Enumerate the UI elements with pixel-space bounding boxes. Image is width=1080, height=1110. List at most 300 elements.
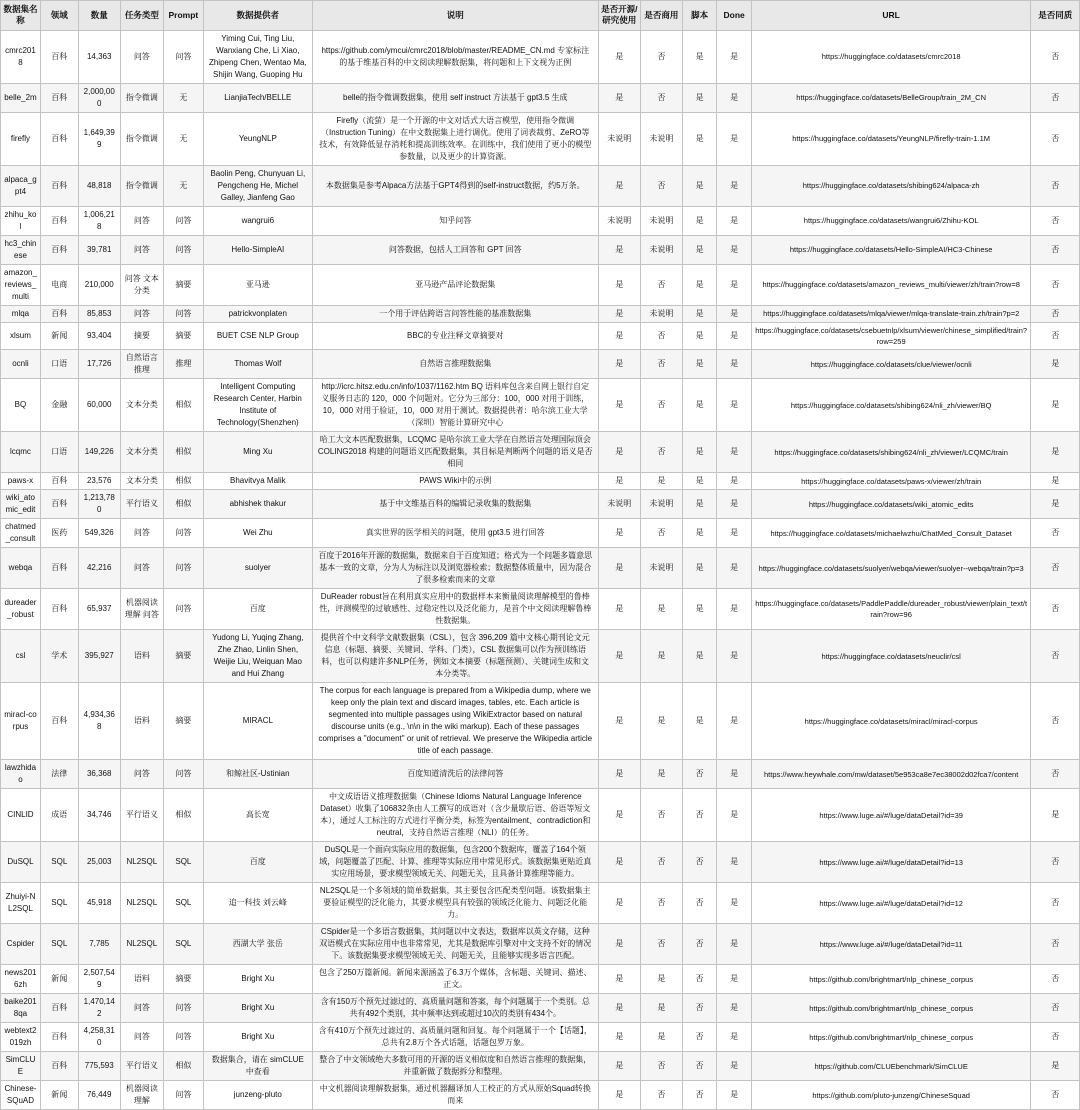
table-row (1, 842, 1080, 883)
count-cell: 39,781 (78, 235, 120, 264)
prompt-cell: 问答 (163, 760, 203, 789)
open-source-cell: 是 (598, 379, 640, 432)
prompt-cell: SQL (163, 924, 203, 965)
prompt-cell: 问答 (163, 235, 203, 264)
task-type-cell: 机器阅读理解 (120, 1081, 163, 1110)
column-header-commercial: 是否商用 (640, 1, 682, 31)
homogeneous-cell: 否 (1031, 165, 1080, 206)
description-cell: 含有150万个预先过滤过的、高质量问题和答案，每个问题属于一个类别。总共有492个类别，其中频率达到或超过10次的类别有434个。 (312, 994, 598, 1023)
done-cell: 是 (717, 235, 752, 264)
script-cell: 否 (682, 760, 717, 789)
count-cell: 2,000,000 (78, 83, 120, 112)
domain-cell: 新闻 (40, 322, 78, 350)
script-cell: 是 (682, 683, 717, 760)
provider-cell: BUET CSE NLP Group (203, 322, 312, 350)
url-cell: https://huggingface.co/datasets/shibing624/alpaca-zh (751, 165, 1030, 206)
table-row (1, 548, 1080, 589)
homogeneous-cell: 否 (1031, 965, 1080, 994)
commercial-cell: 否 (640, 883, 682, 924)
done-cell: 是 (717, 760, 752, 789)
open-source-cell: 是 (598, 630, 640, 683)
commercial-cell: 否 (640, 379, 682, 432)
commercial-cell: 否 (640, 165, 682, 206)
dataset-name-cell: lawzhidao (1, 760, 41, 789)
domain-cell: 口语 (40, 432, 78, 473)
script-cell: 是 (682, 589, 717, 630)
description-cell: Firefly（流萤）是一个开源的中文对话式大语言模型，使用指令微调（Instruction Tuning）在中文数据集上进行调优。使用了词表裁剪、ZeRO等技术，有效降低显存消耗和提高训练效率。在训练中，我们使用了更小的模型参数量，以及更少的计算资源。 (312, 112, 598, 165)
domain-cell: 百科 (40, 683, 78, 760)
provider-cell: Baolin Peng, Chunyuan Li, Pengcheng He, Michel Galley, Jianfeng Gao (203, 165, 312, 206)
commercial-cell: 否 (640, 350, 682, 379)
url-cell: https://www.luge.ai/#/luge/dataDetail?id=39 (751, 789, 1030, 842)
done-cell: 是 (717, 473, 752, 490)
table-row (1, 30, 1080, 83)
description-cell: 中文成语语义推理数据集（Chinese Idioms Natural Language Inference Dataset）收集了106832条由人工撰写的成语对（含少量歇后语、俗语等短文本），通过人工标注的方式进行平衡分类，标签为entailment、contradiction和neutral，支持自然语言推理（NLI）的任务。 (312, 789, 598, 842)
homogeneous-cell: 否 (1031, 235, 1080, 264)
table-row (1, 379, 1080, 432)
commercial-cell: 否 (640, 30, 682, 83)
column-header-domain: 领域 (40, 1, 78, 31)
done-cell: 是 (717, 965, 752, 994)
dataset-name-cell: dureader_robust (1, 589, 41, 630)
description-cell: DuReader robust旨在利用真实应用中的数据样本来衡量阅读理解模型的鲁棒性，评测模型的过敏感性、过稳定性以及泛化能力，是首个中文阅读理解鲁棒性数据集。 (312, 589, 598, 630)
done-cell: 是 (717, 490, 752, 519)
description-cell: http://icrc.hitsz.edu.cn/info/1037/1162.htm BQ 语料库包含来自网上银行自定义服务日志的 120，000 个问题对。它分为三部分：100，000 对用于训练，10，000 对用于验证，10，000 对用于测试。数据提供者：哈尔滨工业大学（深圳）智能计算研究中心 (312, 379, 598, 432)
count-cell: 4,934,368 (78, 683, 120, 760)
prompt-cell: 相似 (163, 1052, 203, 1081)
table-row (1, 965, 1080, 994)
url-cell: https://huggingface.co/datasets/wiki_atomic_edits (751, 490, 1030, 519)
done-cell: 是 (717, 83, 752, 112)
table-body (1, 30, 1080, 1110)
open-source-cell: 是 (598, 965, 640, 994)
url-cell: https://huggingface.co/datasets/PaddlePaddle/dureader_robust/viewer/plain_text/train?row=96 (751, 589, 1030, 630)
done-cell: 是 (717, 432, 752, 473)
prompt-cell: 问答 (163, 206, 203, 235)
provider-cell: LianjiaTech/BELLE (203, 83, 312, 112)
provider-cell: Intelligent Computing Research Center, Harbin Institute of Technology(Shenzhen) (203, 379, 312, 432)
column-header-prompt: Prompt (163, 1, 203, 31)
count-cell: 549,326 (78, 519, 120, 548)
table-header (1, 1, 1080, 31)
open-source-cell: 未说明 (598, 112, 640, 165)
dataset-name-cell: mlqa (1, 305, 41, 322)
task-type-cell: 问答 (120, 305, 163, 322)
commercial-cell: 否 (640, 1052, 682, 1081)
description-cell: PAWS Wiki中的示例 (312, 473, 598, 490)
prompt-cell: SQL (163, 842, 203, 883)
script-cell: 是 (682, 322, 717, 350)
description-cell: 自然语言推理数据集 (312, 350, 598, 379)
task-type-cell: 文本分类 (120, 473, 163, 490)
done-cell: 是 (717, 1052, 752, 1081)
url-cell: https://huggingface.co/datasets/miracl/miracl-corpus (751, 683, 1030, 760)
script-cell: 是 (682, 83, 717, 112)
table-row (1, 206, 1080, 235)
count-cell: 65,937 (78, 589, 120, 630)
table-row (1, 165, 1080, 206)
url-cell: https://github.com/CLUEbenchmark/SimCLUE (751, 1052, 1030, 1081)
provider-cell: Yiming Cui, Ting Liu, Wanxiang Che, Li Xiao, Zhipeng Chen, Wentao Ma, Shijin Wang, Guoping Hu (203, 30, 312, 83)
provider-cell: Bright Xu (203, 965, 312, 994)
dataset-name-cell: alpaca_gpt4 (1, 165, 41, 206)
dataset-name-cell: belle_2m (1, 83, 41, 112)
table-row (1, 683, 1080, 760)
done-cell: 是 (717, 994, 752, 1023)
open-source-cell: 是 (598, 994, 640, 1023)
script-cell: 是 (682, 519, 717, 548)
homogeneous-cell: 否 (1031, 206, 1080, 235)
homogeneous-cell: 否 (1031, 30, 1080, 83)
open-source-cell: 是 (598, 83, 640, 112)
description-cell: NL2SQL是一个多领域的简单数据集，其主要包含匹配类型问题。该数据集主要验证模型的泛化能力，其要求模型具有较强的领域泛化能力、问题泛化能力。 (312, 883, 598, 924)
open-source-cell: 是 (598, 883, 640, 924)
table-row (1, 883, 1080, 924)
task-type-cell: 问答 (120, 1023, 163, 1052)
count-cell: 34,746 (78, 789, 120, 842)
provider-cell: Wei Zhu (203, 519, 312, 548)
domain-cell: 百科 (40, 994, 78, 1023)
dataset-name-cell: paws-x (1, 473, 41, 490)
url-cell: https://www.heywhale.com/mw/dataset/5e953ca8e7ec38002d02fca7/content (751, 760, 1030, 789)
homogeneous-cell: 否 (1031, 630, 1080, 683)
dataset-name-cell: Cspider (1, 924, 41, 965)
open-source-cell: 是 (598, 683, 640, 760)
domain-cell: 百科 (40, 1023, 78, 1052)
done-cell: 是 (717, 305, 752, 322)
table-row (1, 519, 1080, 548)
task-type-cell: 指令微调 (120, 83, 163, 112)
domain-cell: 法律 (40, 760, 78, 789)
open-source-cell: 是 (598, 235, 640, 264)
homogeneous-cell: 否 (1031, 842, 1080, 883)
description-cell: The corpus for each language is prepared from a Wikipedia dump, where we keep only the plain text and discard images, tables, etc. Each article is segmented into multiple passages using WikiExtractor based on natural discourse units (e.g., \n\n in the wiki markup). Each of these passages comprises a "document" or unit of retrieval. We preserve the Wikipedia article title of each passage. (312, 683, 598, 760)
homogeneous-cell: 否 (1031, 519, 1080, 548)
description-cell: BBC的专业注释文章摘要对 (312, 322, 598, 350)
count-cell: 85,853 (78, 305, 120, 322)
description-cell: 问答数据，包括人工回答和 GPT 回答 (312, 235, 598, 264)
commercial-cell: 是 (640, 683, 682, 760)
dataset-name-cell: CINLID (1, 789, 41, 842)
open-source-cell: 是 (598, 432, 640, 473)
task-type-cell: 自然语言推理 (120, 350, 163, 379)
homogeneous-cell: 否 (1031, 305, 1080, 322)
commercial-cell: 否 (640, 842, 682, 883)
url-cell: https://huggingface.co/datasets/clue/viewer/ocnli (751, 350, 1030, 379)
open-source-cell: 是 (598, 1023, 640, 1052)
script-cell: 是 (682, 206, 717, 235)
commercial-cell: 未说明 (640, 235, 682, 264)
count-cell: 149,226 (78, 432, 120, 473)
commercial-cell: 是 (640, 630, 682, 683)
url-cell: https://huggingface.co/datasets/paws-x/viewer/zh/train (751, 473, 1030, 490)
script-cell: 是 (682, 490, 717, 519)
prompt-cell: 相似 (163, 379, 203, 432)
provider-cell: MIRACL (203, 683, 312, 760)
script-cell: 是 (682, 630, 717, 683)
provider-cell: suolyer (203, 548, 312, 589)
script-cell: 是 (682, 379, 717, 432)
column-header-open-source: 是否开源/研究使用 (598, 1, 640, 31)
count-cell: 17,726 (78, 350, 120, 379)
description-cell: 亚马逊产品评论数据集 (312, 264, 598, 305)
task-type-cell: 问答 (120, 206, 163, 235)
done-cell: 是 (717, 112, 752, 165)
script-cell: 是 (682, 264, 717, 305)
dataset-name-cell: csl (1, 630, 41, 683)
prompt-cell: 问答 (163, 994, 203, 1023)
task-type-cell: 平行语义 (120, 490, 163, 519)
homogeneous-cell: 否 (1031, 994, 1080, 1023)
count-cell: 48,818 (78, 165, 120, 206)
provider-cell: 高长宽 (203, 789, 312, 842)
commercial-cell: 否 (640, 432, 682, 473)
task-type-cell: 问答 (120, 235, 163, 264)
url-cell: https://www.luge.ai/#/luge/dataDetail?id=12 (751, 883, 1030, 924)
dataset-name-cell: lcqmc (1, 432, 41, 473)
url-cell: https://huggingface.co/datasets/neuclir/csl (751, 630, 1030, 683)
script-cell: 是 (682, 165, 717, 206)
description-cell: 哈工大文本匹配数据集，LCQMC 是哈尔滨工业大学在自然语言处理国际顶会 COLING2018 构建的问题语义匹配数据集，其目标是判断两个问题的语义是否相同 (312, 432, 598, 473)
prompt-cell: 推理 (163, 350, 203, 379)
prompt-cell: 问答 (163, 589, 203, 630)
count-cell: 60,000 (78, 379, 120, 432)
homogeneous-cell: 是 (1031, 789, 1080, 842)
description-cell: 百度知道清洗后的法律问答 (312, 760, 598, 789)
dataset-name-cell: Chinese-SQuAD (1, 1081, 41, 1110)
prompt-cell: 问答 (163, 519, 203, 548)
homogeneous-cell: 否 (1031, 883, 1080, 924)
homogeneous-cell: 否 (1031, 1023, 1080, 1052)
provider-cell: 亚马逊 (203, 264, 312, 305)
commercial-cell: 否 (640, 789, 682, 842)
table-row (1, 924, 1080, 965)
url-cell: https://huggingface.co/datasets/csebuetnlp/xlsum/viewer/chinese_simplified/train?row=259 (751, 322, 1030, 350)
done-cell: 是 (717, 683, 752, 760)
task-type-cell: 问答 文本分类 (120, 264, 163, 305)
description-cell: 含有410万个预先过滤过的、高质量问题和回复。每个问题属于一个【话题】，总共有2.8万个各式话题，话题包罗万象。 (312, 1023, 598, 1052)
domain-cell: 百科 (40, 1052, 78, 1081)
task-type-cell: 文本分类 (120, 379, 163, 432)
task-type-cell: 平行语义 (120, 1052, 163, 1081)
commercial-cell: 是 (640, 965, 682, 994)
task-type-cell: 摘要 (120, 322, 163, 350)
open-source-cell: 是 (598, 30, 640, 83)
description-cell: 真实世界的医学相关的问题，使用 gpt3.5 进行回答 (312, 519, 598, 548)
open-source-cell: 是 (598, 789, 640, 842)
prompt-cell: 无 (163, 165, 203, 206)
script-cell: 否 (682, 994, 717, 1023)
done-cell: 是 (717, 589, 752, 630)
table-row (1, 473, 1080, 490)
homogeneous-cell: 否 (1031, 683, 1080, 760)
table-row (1, 760, 1080, 789)
done-cell: 是 (717, 519, 752, 548)
table-row (1, 235, 1080, 264)
count-cell: 775,593 (78, 1052, 120, 1081)
task-type-cell: 语料 (120, 683, 163, 760)
column-header-script: 脚本 (682, 1, 717, 31)
provider-cell: junzeng-pluto (203, 1081, 312, 1110)
provider-cell: abhishek thakur (203, 490, 312, 519)
homogeneous-cell: 是 (1031, 473, 1080, 490)
homogeneous-cell: 是 (1031, 1052, 1080, 1081)
commercial-cell: 未说明 (640, 490, 682, 519)
dataset-name-cell: amazon_reviews_multi (1, 264, 41, 305)
open-source-cell: 是 (598, 589, 640, 630)
task-type-cell: 指令微调 (120, 165, 163, 206)
prompt-cell: 相似 (163, 473, 203, 490)
count-cell: 42,216 (78, 548, 120, 589)
done-cell: 是 (717, 206, 752, 235)
domain-cell: 百科 (40, 305, 78, 322)
done-cell: 是 (717, 322, 752, 350)
script-cell: 是 (682, 432, 717, 473)
count-cell: 45,918 (78, 883, 120, 924)
count-cell: 2,507,549 (78, 965, 120, 994)
count-cell: 1,213,780 (78, 490, 120, 519)
domain-cell: SQL (40, 924, 78, 965)
provider-cell: Bright Xu (203, 1023, 312, 1052)
done-cell: 是 (717, 548, 752, 589)
prompt-cell: SQL (163, 883, 203, 924)
description-cell: https://github.com/ymcui/cmrc2018/blob/master/README_CN.md 专家标注的基于维基百科的中文阅读理解数据集，将问题和上下文视为正例 (312, 30, 598, 83)
dataset-name-cell: baike2018qa (1, 994, 41, 1023)
open-source-cell: 未说明 (598, 490, 640, 519)
open-source-cell: 是 (598, 760, 640, 789)
homogeneous-cell: 否 (1031, 112, 1080, 165)
table-row (1, 490, 1080, 519)
task-type-cell: 平行语义 (120, 789, 163, 842)
domain-cell: SQL (40, 842, 78, 883)
prompt-cell: 摘要 (163, 630, 203, 683)
prompt-cell: 无 (163, 112, 203, 165)
prompt-cell: 相似 (163, 432, 203, 473)
provider-cell: 百度 (203, 842, 312, 883)
homogeneous-cell: 否 (1031, 322, 1080, 350)
script-cell: 是 (682, 235, 717, 264)
url-cell: https://github.com/pluto-junzeng/ChineseSquad (751, 1081, 1030, 1110)
column-header-url: URL (751, 1, 1030, 31)
url-cell: https://github.com/brightmart/nlp_chinese_corpus (751, 1023, 1030, 1052)
prompt-cell: 问答 (163, 1081, 203, 1110)
commercial-cell: 是 (640, 760, 682, 789)
domain-cell: 金融 (40, 379, 78, 432)
homogeneous-cell: 是 (1031, 432, 1080, 473)
script-cell: 否 (682, 924, 717, 965)
commercial-cell: 未说明 (640, 305, 682, 322)
dataset-name-cell: webtext2019zh (1, 1023, 41, 1052)
prompt-cell: 摘要 (163, 322, 203, 350)
description-cell: 提供首个中文科学文献数据集（CSL），包含 396,209 篇中文核心期刊论文元信息（标题、摘要、关键词、学科、门类），CSL 数据集可以作为预训练语料，也可以构建许多NLP任务，例如文本摘要（标题预测）、关键词生成和文本分类等。 (312, 630, 598, 683)
table-row (1, 630, 1080, 683)
count-cell: 1,006,218 (78, 206, 120, 235)
provider-cell: 百度 (203, 589, 312, 630)
count-cell: 25,003 (78, 842, 120, 883)
commercial-cell: 否 (640, 83, 682, 112)
provider-cell: Ming Xu (203, 432, 312, 473)
table-row (1, 589, 1080, 630)
open-source-cell: 是 (598, 548, 640, 589)
count-cell: 7,785 (78, 924, 120, 965)
domain-cell: 口语 (40, 350, 78, 379)
homogeneous-cell: 否 (1031, 589, 1080, 630)
commercial-cell: 否 (640, 264, 682, 305)
done-cell: 是 (717, 350, 752, 379)
dataset-name-cell: hc3_chinese (1, 235, 41, 264)
task-type-cell: 机器阅读理解 问答 (120, 589, 163, 630)
url-cell: https://huggingface.co/datasets/shibing624/nli_zh/viewer/BQ (751, 379, 1030, 432)
commercial-cell: 是 (640, 589, 682, 630)
description-cell: 知乎问答 (312, 206, 598, 235)
dataset-name-cell: ocnli (1, 350, 41, 379)
done-cell: 是 (717, 630, 752, 683)
url-cell: https://huggingface.co/datasets/michaelwzhu/ChatMed_Consult_Dataset (751, 519, 1030, 548)
url-cell: https://huggingface.co/datasets/suolyer/webqa/viewer/suolyer--webqa/train?p=3 (751, 548, 1030, 589)
provider-cell: Bhavitvya Malik (203, 473, 312, 490)
domain-cell: 学术 (40, 630, 78, 683)
done-cell: 是 (717, 30, 752, 83)
domain-cell: 医药 (40, 519, 78, 548)
domain-cell: 新闻 (40, 1081, 78, 1110)
description-cell: 中文机器阅读理解数据集，通过机器翻译加人工校正的方式从原始Squad转换而来 (312, 1081, 598, 1110)
column-header-task-type: 任务类型 (120, 1, 163, 31)
domain-cell: 百科 (40, 206, 78, 235)
table-row (1, 1023, 1080, 1052)
script-cell: 否 (682, 1052, 717, 1081)
done-cell: 是 (717, 842, 752, 883)
open-source-cell: 是 (598, 473, 640, 490)
provider-cell: Yudong Li, Yuqing Zhang, Zhe Zhao, Linlin Shen, Weijie Liu, Weiquan Mao and Hui Zhang (203, 630, 312, 683)
prompt-cell: 相似 (163, 789, 203, 842)
homogeneous-cell: 否 (1031, 760, 1080, 789)
task-type-cell: 指令微调 (120, 112, 163, 165)
homogeneous-cell: 否 (1031, 924, 1080, 965)
commercial-cell: 是 (640, 473, 682, 490)
domain-cell: 百科 (40, 112, 78, 165)
open-source-cell: 是 (598, 305, 640, 322)
homogeneous-cell: 是 (1031, 379, 1080, 432)
description-cell: 本数据集是参考Alpaca方法基于GPT4得到的self-instruct数据，约5万条。 (312, 165, 598, 206)
prompt-cell: 无 (163, 83, 203, 112)
provider-cell: patrickvonplaten (203, 305, 312, 322)
table-row (1, 83, 1080, 112)
header-row (1, 1, 1080, 31)
table-row (1, 112, 1080, 165)
count-cell: 1,470,142 (78, 994, 120, 1023)
prompt-cell: 相似 (163, 490, 203, 519)
count-cell: 1,649,399 (78, 112, 120, 165)
count-cell: 93,404 (78, 322, 120, 350)
task-type-cell: 问答 (120, 519, 163, 548)
count-cell: 210,000 (78, 264, 120, 305)
domain-cell: 电商 (40, 264, 78, 305)
column-header-provider: 数据提供者 (203, 1, 312, 31)
script-cell: 否 (682, 1081, 717, 1110)
open-source-cell: 是 (598, 519, 640, 548)
dataset-name-cell: cmrc2018 (1, 30, 41, 83)
description-cell: 百度于2016年开源的数据集，数据来自于百度知道；格式为一个问题多篇意思基本一致的文章，分为人为标注以及浏览器检索；数据整体质量中，因为混合了很多检索而来的文章 (312, 548, 598, 589)
task-type-cell: 问答 (120, 548, 163, 589)
prompt-cell: 问答 (163, 1023, 203, 1052)
dataset-name-cell: webqa (1, 548, 41, 589)
domain-cell: 成语 (40, 789, 78, 842)
table-row (1, 305, 1080, 322)
provider-cell: 数据集合，请在 simCLUE 中查看 (203, 1052, 312, 1081)
provider-cell: Thomas Wolf (203, 350, 312, 379)
task-type-cell: NL2SQL (120, 924, 163, 965)
prompt-cell: 问答 (163, 305, 203, 322)
